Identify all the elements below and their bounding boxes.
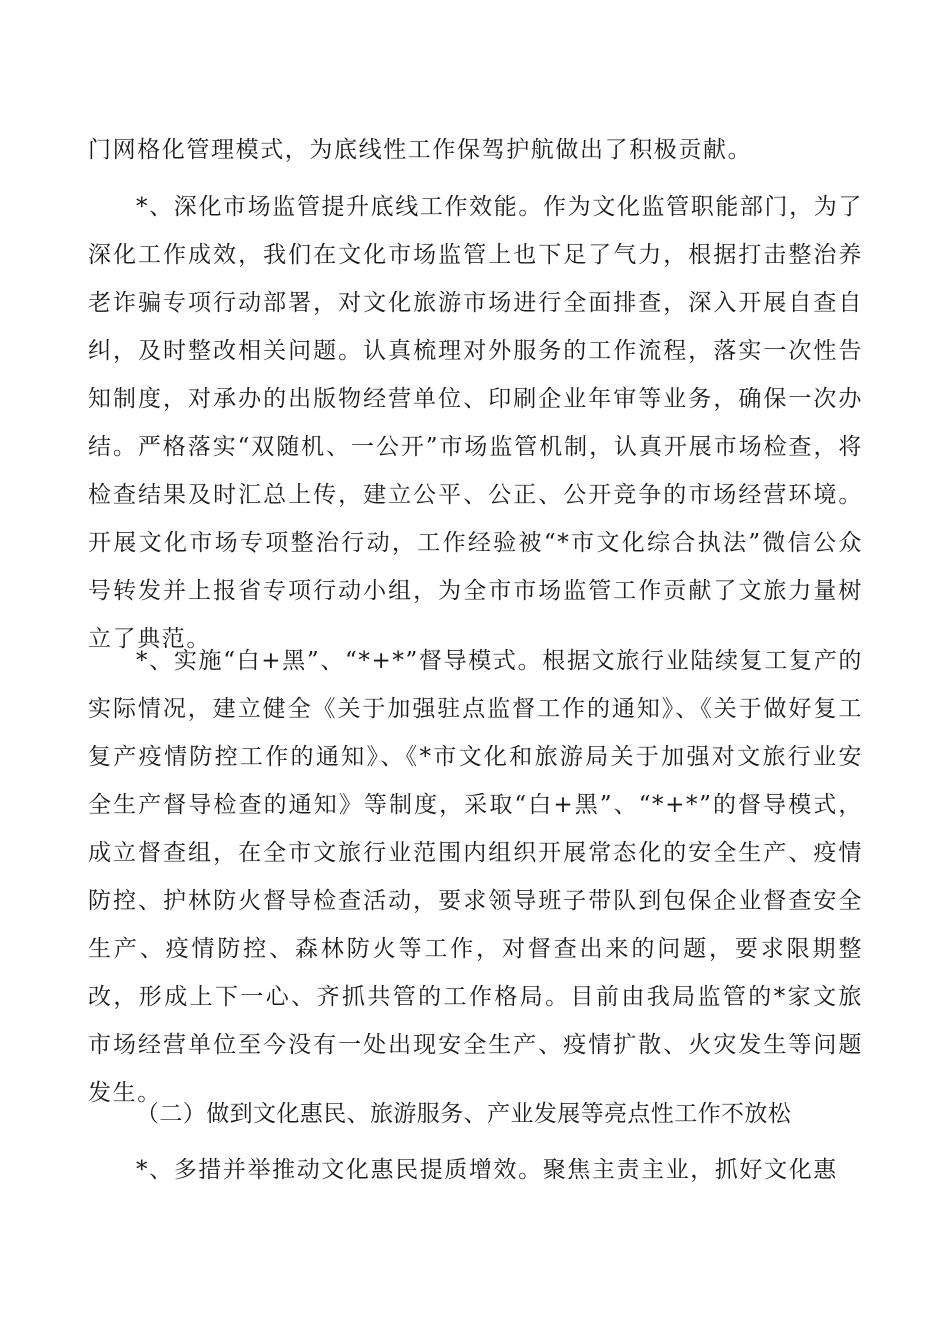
section-heading: （二）做到文化惠民、旅游服务、产业发展等亮点性工作不放松 bbox=[136, 1101, 792, 1127]
paragraph-market-supervision: *、深化市场监管提升底线工作效能。作为文化监管职能部门，为了深化工作成效，我们在文化市场监管上也下足了气力，根据打击整治养老诈骗专项行动部署，对文化旅游市场进行全面排查，深入开展自查自纠，及时整改相关问题。认真梳理对外服务的工作流程，落实一次性告知制度，对承办的出版物经营单位、印刷企业年审等业务，确保一次办结。严格落实“双随机、一公开”市场监管机制，认真开展市场检查，将检查结果及时汇总上传，建立公平、公正、公开竞争的市场经营环境。开展文化市场专项整治行动，工作经验被“*市文化综合执法”微信公众号转发并上报省专项行动小组，为全市市场监管工作贡献了文旅力量树立了典范。 bbox=[88, 194, 863, 652]
paragraph-continuation: 门网格化管理模式，为底线性工作保驾护航做出了积极贡献。 bbox=[88, 137, 753, 163]
paragraph-supervision-mode: *、实施“白+黑”、“*+*”督导模式。根据文旅行业陆续复工复产的实际情况，建立健全《关于加强驻点监督工作的通知》、《关于做好复工复产疫情防控工作的通知》、《*市文化和旅游局关于加强对文旅行业安全生产督导检查的通知》等制度，采取“白+黑”、“*+*”的督导模式，成立督查组，在全市文旅行业范围内组织开展常态化的安全生产、疫情防控、护林防火督导检查活动，要求领导班子带队到包保企业督查安全生产、疫情防控、森林防火等工作，对督查出来的问题，要求限期整改，形成上下一心、齐抓共管的工作格局。目前由我局监管的*家文旅市场经营单位至今没有一处出现安全生产、疫情扩散、火灾发生等问题发生。 bbox=[88, 648, 863, 1106]
paragraph-cultural-benefit: *、多措并举推动文化惠民提质增效。聚焦主责主业，抓好文化惠 bbox=[136, 1157, 838, 1183]
